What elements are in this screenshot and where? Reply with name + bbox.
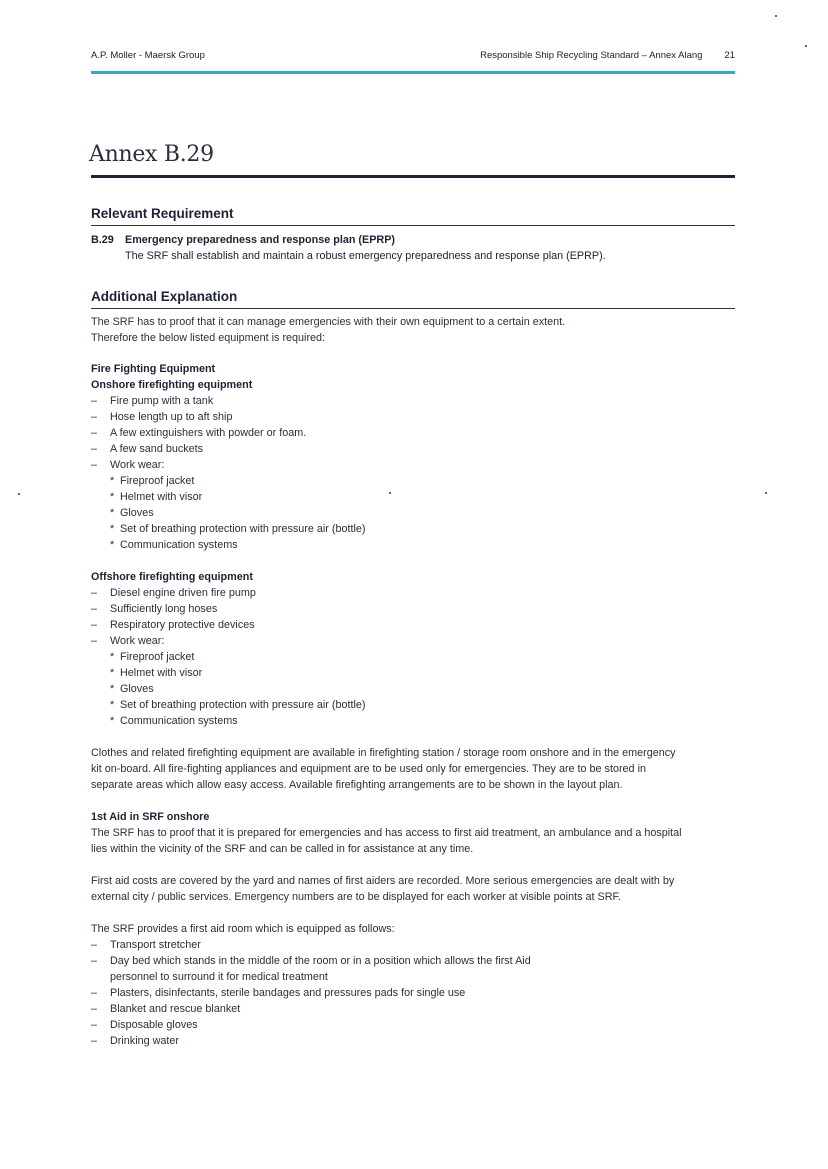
first-aid-room-block bbox=[91, 921, 735, 1049]
list-item: – Work wear: bbox=[91, 633, 735, 649]
list-item: – Plasters, disinfectants, sterile bandages and pressures pads for single use bbox=[91, 985, 735, 1001]
list-item: – Diesel engine driven fire pump bbox=[91, 585, 735, 601]
paragraph-line: Clothes and related firefighting equipment are available in firefighting station / storage room onshore and in the emergency bbox=[91, 747, 676, 759]
list-item: – Fire pump with a tank bbox=[91, 393, 735, 409]
paragraph-line: First aid costs are covered by the yard and names of first aiders are recorded. More serious emergencies are dealt with by bbox=[91, 875, 675, 887]
annex-title: Annex B.29 bbox=[89, 142, 214, 167]
list-item: * Gloves bbox=[91, 681, 735, 697]
scan-speck bbox=[18, 493, 20, 495]
list-item-continuation: personnel to surround it for medical treatment bbox=[110, 971, 328, 983]
first-aid-room-intro: The SRF provides a first aid room which is equipped as follows: bbox=[91, 923, 395, 935]
fire-fighting-heading: Fire Fighting Equipment bbox=[91, 363, 216, 375]
list-item: – Transport stretcher bbox=[91, 937, 735, 953]
list-item bbox=[91, 953, 735, 985]
first-aid-room-list bbox=[91, 937, 735, 1049]
requirement-heading: Emergency preparedness and response plan (EPRP) bbox=[125, 234, 396, 246]
list-item: * Gloves bbox=[91, 505, 735, 521]
list-item: – Respiratory protective devices bbox=[91, 617, 735, 633]
additional-explanation-title: Additional Explanation bbox=[91, 289, 735, 309]
relevant-requirement-section bbox=[91, 206, 735, 264]
list-item: * Helmet with visor bbox=[91, 665, 735, 681]
list-item: – A few sand buckets bbox=[91, 441, 735, 457]
list-item: – Work wear: bbox=[91, 457, 735, 473]
list-item: – A few extinguishers with powder or foam. bbox=[91, 425, 735, 441]
paragraph-line: The SRF has to proof that it is prepared for emergencies and has access to first aid treatment, an ambulance and a hospital bbox=[91, 827, 682, 839]
scan-speck bbox=[389, 492, 391, 494]
first-aid-costs-paragraph bbox=[91, 873, 735, 905]
list-item: * Fireproof jacket bbox=[91, 649, 735, 665]
list-item: – Disposable gloves bbox=[91, 1017, 735, 1033]
offshore-heading: Offshore firefighting equipment bbox=[91, 571, 253, 583]
onshore-heading: Onshore firefighting equipment bbox=[91, 379, 253, 391]
paragraph-line: separate areas which allow easy access. Available firefighting arrangements are to be shown in the layout plan. bbox=[91, 779, 623, 791]
list-item: * Communication systems bbox=[91, 713, 735, 729]
intro-line-2: Therefore the below listed equipment is required: bbox=[91, 332, 326, 344]
list-item: – Hose length up to aft ship bbox=[91, 409, 735, 425]
offshore-workwear-list bbox=[91, 649, 735, 729]
list-item: * Set of breathing protection with pressure air (bottle) bbox=[91, 521, 735, 537]
list-item: – Drinking water bbox=[91, 1033, 735, 1049]
relevant-requirement-title: Relevant Requirement bbox=[91, 206, 735, 226]
page-number: 21 bbox=[724, 50, 735, 61]
scan-speck bbox=[805, 45, 807, 47]
clothes-paragraph bbox=[91, 745, 735, 793]
first-aid-heading: 1st Aid in SRF onshore bbox=[91, 811, 210, 823]
requirement-row bbox=[91, 232, 735, 264]
header-title-text: Responsible Ship Recycling Standard – Annex Alang bbox=[480, 50, 703, 61]
annex-rule bbox=[91, 175, 735, 178]
onshore-workwear-list bbox=[91, 473, 735, 553]
paragraph-line: lies within the vicinity of the SRF and can be called in for assistance at any time. bbox=[91, 843, 474, 855]
paragraph-line: kit on-board. All fire-fighting appliances and equipment are to be used only for emergencies. They are to be stored in bbox=[91, 763, 646, 775]
scan-speck bbox=[775, 15, 777, 17]
header-doc-title bbox=[480, 50, 735, 61]
list-item-line: Day bed which stands in the middle of the room or in a position which allows the first Aid bbox=[110, 955, 531, 967]
onshore-list bbox=[91, 393, 735, 473]
requirement-text: The SRF shall establish and maintain a robust emergency preparedness and response plan (EPRP). bbox=[125, 250, 606, 262]
scan-speck bbox=[765, 492, 767, 494]
additional-explanation-section bbox=[91, 289, 735, 1049]
intro-line-1: The SRF has to proof that it can manage emergencies with their own equipment to a certain extent. bbox=[91, 316, 566, 328]
header-company: A.P. Moller - Maersk Group bbox=[91, 50, 205, 61]
requirement-number: B.29 bbox=[91, 234, 114, 246]
list-item: * Fireproof jacket bbox=[91, 473, 735, 489]
list-item: – Blanket and rescue blanket bbox=[91, 1001, 735, 1017]
header-rule bbox=[91, 71, 735, 74]
offshore-list bbox=[91, 585, 735, 649]
requirement-body bbox=[125, 232, 606, 264]
offshore-block bbox=[91, 569, 735, 729]
list-item: * Helmet with visor bbox=[91, 489, 735, 505]
first-aid-block bbox=[91, 809, 735, 857]
list-item: – Sufficiently long hoses bbox=[91, 601, 735, 617]
list-item: * Set of breathing protection with pressure air (bottle) bbox=[91, 697, 735, 713]
intro-paragraph bbox=[91, 314, 735, 346]
list-item: * Communication systems bbox=[91, 537, 735, 553]
fire-fighting-block bbox=[91, 361, 735, 553]
paragraph-line: external city / public services. Emergency numbers are to be displayed for each worker at visible points at SRF. bbox=[91, 891, 621, 903]
